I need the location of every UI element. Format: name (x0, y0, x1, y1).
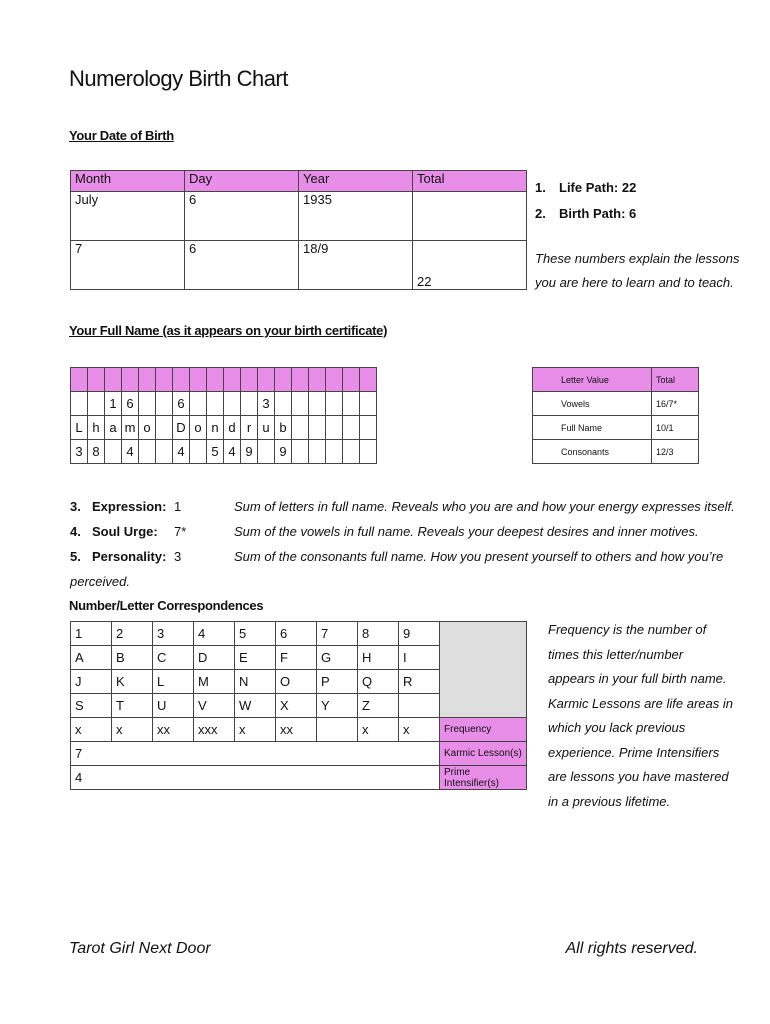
letter-cell (309, 416, 326, 440)
full-name-label: Full Name (533, 416, 652, 440)
personality-label: Personality: (92, 549, 167, 564)
digit-cell: 5 (235, 622, 276, 646)
frequency-note-line: Frequency is the number of (548, 622, 707, 637)
consonant-cell (292, 440, 309, 464)
frequency-cell: x (358, 718, 399, 742)
name-header-cell (224, 368, 241, 392)
letter-cell: A (71, 646, 112, 670)
prime-row (71, 766, 527, 790)
digit-cell: 7 (317, 622, 358, 646)
letter-cell: I (399, 646, 440, 670)
letter-value-total-header: Total (652, 368, 699, 392)
correspondence-table (70, 621, 527, 790)
letter-cell: o (190, 416, 207, 440)
letter-cell: o (139, 416, 156, 440)
letter-cell: X (276, 694, 317, 718)
prime-label: Prime Intensifier(s) (440, 766, 527, 790)
consonant-cell (190, 440, 207, 464)
name-header-cell (139, 368, 156, 392)
dob-month-reduced: 7 (71, 241, 185, 290)
expression-value: 1 (174, 499, 182, 514)
name-header-cell (190, 368, 207, 392)
personality-value: 3 (174, 549, 182, 564)
vowel-cell (224, 392, 241, 416)
vowel-cell: 3 (258, 392, 275, 416)
consonant-cell: 4 (224, 440, 241, 464)
frequency-note-line: times this letter/number (548, 646, 684, 662)
letter-cell: H (358, 646, 399, 670)
consonant-cell: 8 (88, 440, 105, 464)
consonant-cell (139, 440, 156, 464)
letter-cell: a (105, 416, 122, 440)
vowels-label: Vowels (533, 392, 652, 416)
digit-cell: 2 (112, 622, 153, 646)
consonant-cell: 4 (122, 440, 139, 464)
frequency-note (548, 618, 733, 814)
vowel-cell (71, 392, 88, 416)
letter-cell: V (194, 694, 235, 718)
consonant-cell: 9 (241, 440, 258, 464)
letter-cell: B (112, 646, 153, 670)
dob-day-reduced: 6 (185, 241, 299, 290)
soul-urge-number: 4. (70, 524, 81, 539)
birth-path-number: 2. (535, 206, 546, 221)
personality-row (70, 544, 770, 589)
dob-header-year: Year (299, 171, 413, 192)
name-header-cell (309, 368, 326, 392)
consonant-cell: 9 (275, 440, 292, 464)
dob-header-day: Day (185, 171, 299, 192)
vowel-cell: 1 (105, 392, 122, 416)
vowel-cell (326, 392, 343, 416)
digit-cell: 8 (358, 622, 399, 646)
letter-cell (343, 416, 360, 440)
consonants-label: Consonants (533, 440, 652, 464)
number-list (70, 494, 770, 589)
consonant-cell (156, 440, 173, 464)
dob-total (413, 192, 527, 241)
vowel-cell (156, 392, 173, 416)
letter-cell: N (235, 670, 276, 694)
letter-cell: n (207, 416, 224, 440)
expression-row (70, 494, 770, 519)
name-header-cell (207, 368, 224, 392)
letter-cell: L (71, 416, 88, 440)
consonant-cell: 3 (71, 440, 88, 464)
name-header-cell (241, 368, 258, 392)
name-heading: Your Full Name (as it appears on your birth certificate) (69, 323, 388, 338)
corr-heading: Number/Letter Correspondences (69, 598, 264, 613)
footer-rights: All rights reserved. (565, 940, 698, 957)
digit-cell: 9 (399, 622, 440, 646)
letter-cell: b (275, 416, 292, 440)
frequency-note-line: appears in your full birth name. (548, 671, 727, 686)
vowel-cell (139, 392, 156, 416)
frequency-cell (317, 718, 358, 742)
consonant-cell (309, 440, 326, 464)
name-header-cell (360, 368, 377, 392)
vowel-cell (343, 392, 360, 416)
letter-cell: S (71, 694, 112, 718)
letter-cell: G (317, 646, 358, 670)
frequency-cell: x (112, 718, 153, 742)
soul-urge-value: 7* (174, 524, 187, 539)
letter-cell: L (153, 670, 194, 694)
name-header-cell (343, 368, 360, 392)
vowel-cell: 6 (122, 392, 139, 416)
name-grid (70, 367, 377, 464)
vowels-total: 16/7* (652, 392, 699, 416)
karmic-value: 7 (71, 742, 440, 766)
soul-urge-row (70, 519, 770, 544)
name-header-cell (88, 368, 105, 392)
digit-cell: 6 (276, 622, 317, 646)
letter-cell: m (122, 416, 139, 440)
vowel-cell (190, 392, 207, 416)
letter-cell: K (112, 670, 153, 694)
lessons-note (535, 247, 740, 295)
dob-month: July (71, 192, 185, 241)
consonant-cell (105, 440, 122, 464)
letter-cell: r (241, 416, 258, 440)
letter-cell: O (276, 670, 317, 694)
consonant-cell (360, 440, 377, 464)
frequency-note-line: experience. Prime Intensifiers (548, 744, 720, 760)
dob-header-month: Month (71, 171, 185, 192)
letter-cell: u (258, 416, 275, 440)
frequency-cell: x (235, 718, 276, 742)
dob-year-reduced: 18/9 (299, 241, 413, 290)
frequency-label: Frequency (440, 718, 527, 742)
vowel-cell (88, 392, 105, 416)
prime-value: 4 (71, 766, 440, 790)
letter-cell: F (276, 646, 317, 670)
name-header-row (71, 368, 377, 392)
corr-side-blank (440, 622, 527, 718)
consonant-cell (343, 440, 360, 464)
full-name-total: 10/1 (652, 416, 699, 440)
consonants-total: 12/3 (652, 440, 699, 464)
vowel-cell (360, 392, 377, 416)
footer-brand: Tarot Girl Next Door (69, 940, 211, 957)
digit-cell: 3 (153, 622, 194, 646)
frequency-note-line: Karmic Lessons are life areas in (548, 695, 733, 711)
consonant-cell (326, 440, 343, 464)
letter-value-table (532, 367, 699, 464)
vowel-cell (309, 392, 326, 416)
life-path: Life Path: 22 (559, 180, 637, 195)
letter-value-header: Letter Value (533, 368, 652, 392)
name-header-cell (122, 368, 139, 392)
vowel-cell: 6 (173, 392, 190, 416)
consonant-cell: 4 (173, 440, 190, 464)
dob-day: 6 (185, 192, 299, 241)
expression-number: 3. (70, 499, 81, 514)
letter-cell: Z (358, 694, 399, 718)
name-header-cell (156, 368, 173, 392)
frequency-cell: x (399, 718, 440, 742)
name-header-cell (258, 368, 275, 392)
vowel-row (71, 392, 377, 416)
name-header-cell (71, 368, 88, 392)
letter-cell: J (71, 670, 112, 694)
frequency-note-line: in a previous lifetime. (548, 793, 671, 809)
name-header-cell (292, 368, 309, 392)
dob-year: 1935 (299, 192, 413, 241)
letter-cell (156, 416, 173, 440)
soul-urge-label: Soul Urge: (92, 524, 158, 539)
frequency-cell: xxx (194, 718, 235, 742)
personality-desc: Sum of the consonants full name. How you present yourself to others and how you’re perceived. (70, 549, 724, 589)
dob-header-total: Total (413, 171, 527, 192)
name-header-cell (326, 368, 343, 392)
vowel-cell (275, 392, 292, 416)
consonant-cell (258, 440, 275, 464)
letter-cell: P (317, 670, 358, 694)
letter-cell: R (399, 670, 440, 694)
paths-list (535, 175, 636, 227)
frequency-cell: xx (153, 718, 194, 742)
letter-cell (360, 416, 377, 440)
digit-row (71, 622, 527, 646)
letter-cell: U (153, 694, 194, 718)
digit-cell: 4 (194, 622, 235, 646)
vowel-cell (241, 392, 258, 416)
dob-total-reduced: 22 (413, 241, 527, 290)
frequency-row (71, 718, 527, 742)
name-header-cell (173, 368, 190, 392)
letter-cell: h (88, 416, 105, 440)
letter-cell: d (224, 416, 241, 440)
soul-urge-desc: Sum of the vowels in full name. Reveals your deepest desires and inner motives. (234, 524, 699, 539)
letter-cell: D (173, 416, 190, 440)
dob-heading: Your Date of Birth (69, 128, 174, 143)
name-header-cell (105, 368, 122, 392)
consonant-row (71, 440, 377, 464)
expression-label: Expression: (92, 499, 167, 514)
frequency-note-line: are lessons you have mastered (548, 769, 729, 784)
letter-cell (399, 694, 440, 718)
letter-cell: T (112, 694, 153, 718)
letter-cell: C (153, 646, 194, 670)
frequency-note-line: which you lack previous (548, 720, 686, 735)
letter-cell: Y (317, 694, 358, 718)
letter-cell: W (235, 694, 276, 718)
lessons-note-line: you are here to learn and to teach. (535, 275, 734, 290)
birth-path: Birth Path: 6 (559, 206, 637, 221)
letter-cell: E (235, 646, 276, 670)
letter-cell: D (194, 646, 235, 670)
dob-table (70, 170, 527, 290)
consonant-cell: 5 (207, 440, 224, 464)
letter-cell (292, 416, 309, 440)
page-title: Numerology Birth Chart (69, 66, 288, 91)
lessons-note-line: These numbers explain the lessons (535, 251, 740, 266)
letter-row (71, 416, 377, 440)
life-path-number: 1. (535, 180, 546, 195)
letter-cell: Q (358, 670, 399, 694)
karmic-label: Karmic Lesson(s) (440, 742, 527, 766)
personality-number: 5. (70, 549, 81, 564)
letter-cell: M (194, 670, 235, 694)
letter-cell (326, 416, 343, 440)
frequency-cell: x (71, 718, 112, 742)
karmic-row (71, 742, 527, 766)
vowel-cell (207, 392, 224, 416)
name-header-cell (275, 368, 292, 392)
expression-desc: Sum of letters in full name. Reveals who you are and how your energy expresses itself. (234, 499, 735, 514)
vowel-cell (292, 392, 309, 416)
digit-cell: 1 (71, 622, 112, 646)
frequency-cell: xx (276, 718, 317, 742)
